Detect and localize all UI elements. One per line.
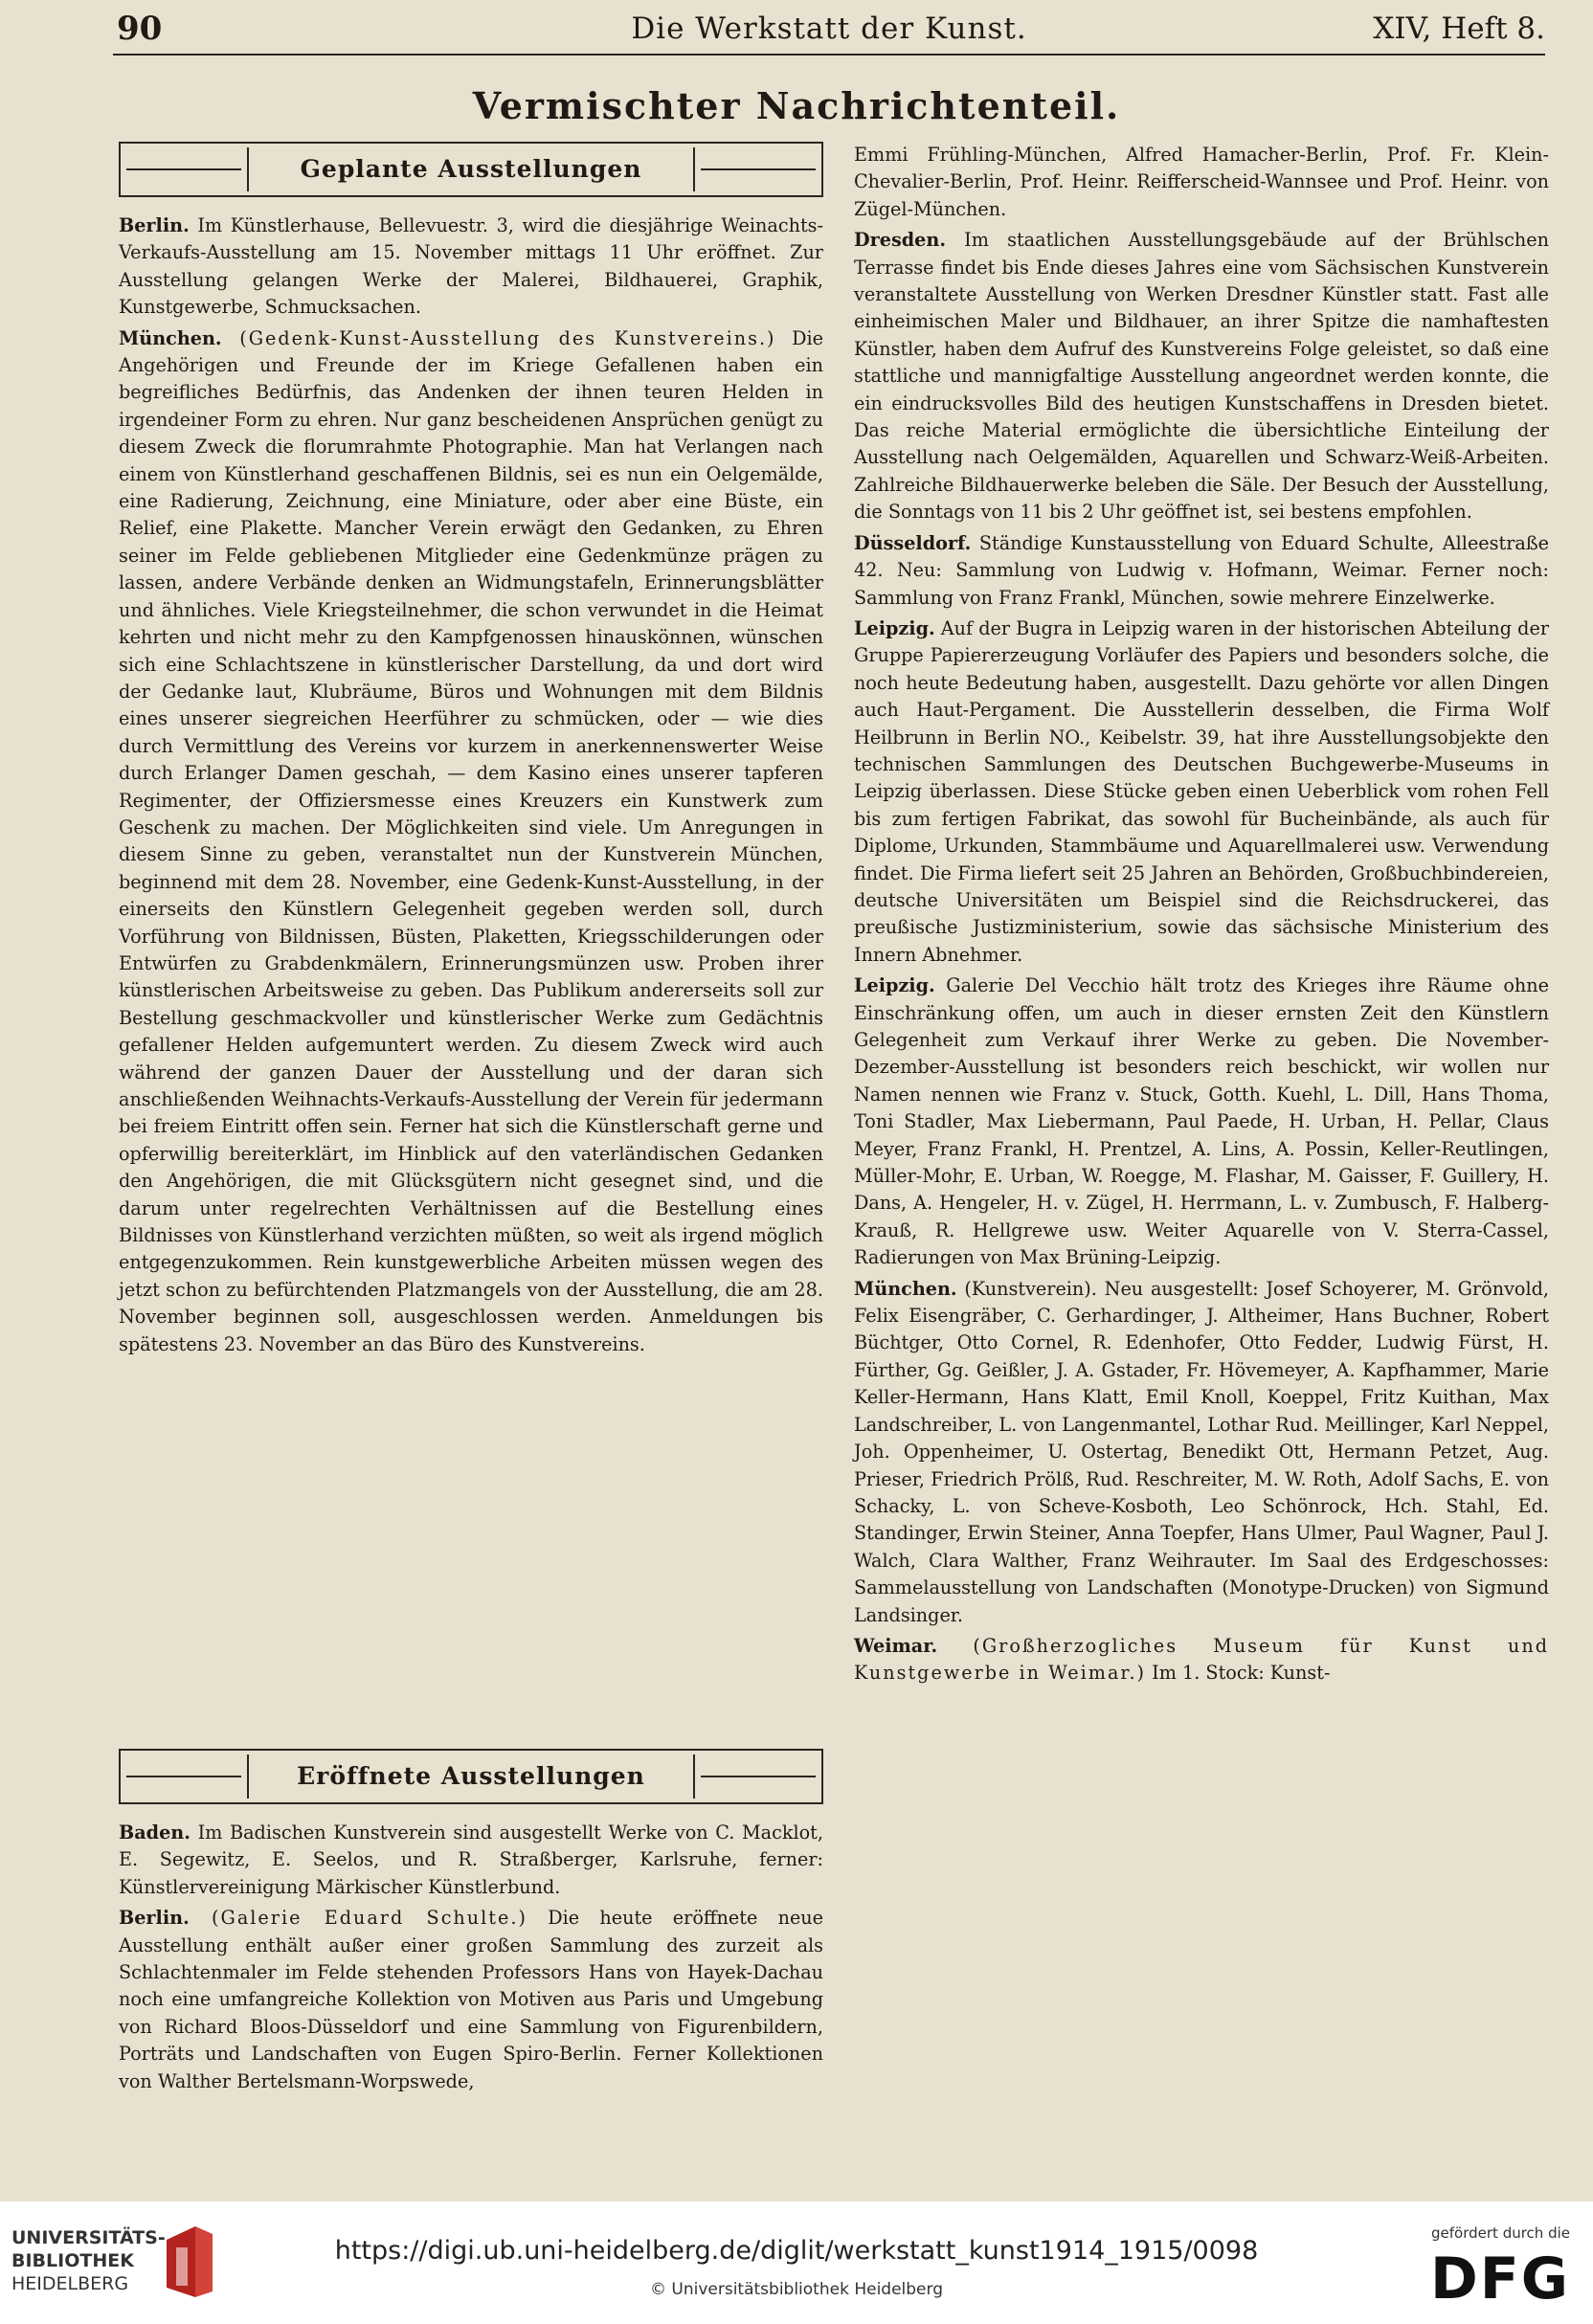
paragraph-text: Im Künstlerhause, Bellevuestr. 3, wird die diesjährige Weinachts-Verkaufs-Ausstellung am 15. November mittags 11 Uhr eröffnet. Zur Ausstellung gelangen Werke der Malerei, Bildhauerei, Graphik, Kunstgewerbe, Schmucksachen. [119,214,823,319]
city-name: Berlin. [119,1907,190,1930]
page-number: 90 [117,10,163,48]
news-paragraph [854,1276,1549,1629]
section-title: Eröffnete Ausstellungen [247,1754,695,1799]
dfg-logo: DFG [1429,2246,1570,2313]
viewer-footer [0,2201,1593,2324]
news-paragraph [854,227,1549,525]
paragraph-text: Die Angehörigen und Freunde der im Kriege Gefallenen haben ein begreifliches Bedürfnis, das Andenken der ihnen teuren Helden in irgendeiner Form zu ehren. Nur ganz bescheidenen Ansprüchen genügt zu diesem Zweck die florumrahmte Photographie. Man hat Verlangen nach einem von Künstlerhand geschaffenen Bildnis, sei es nun ein Oelgemälde, eine Radierung, Zeichnung, eine Miniature, oder aber eine Büste, ein Relief, eine Plakette. Mancher Verein erwägt den Gedanken, zu Ehren seiner im Felde gebliebenen Mitglieder eine Gedenkmünze prägen zu lassen, andere Verbände denken an Widmungstafeln, Erinnerungsblätter und ähnliches. Viele Kriegsteilnehmer, die schon verwundet in die Heimat kehrten und nicht mehr zu den Kampfgenossen hinauskönnen, wünschen sich eine Schlachtszene in künstlerischer Darstellung, da und dort wird der Gedanke laut, Klubräume, Büros und Wohnungen mit dem Bildnis eines unserer siegreichen Heerführer zu schmücken, oder — wie dies durch Vermittlung des Vereins vor kurzem in anerkennenswerter Weise durch Erlanger Damen geschah, — dem Kasino eines unserer tapferen Regimenter, der Offiziersmesse eines Kreuzers ein Kunstwerk zum Geschenk zu machen. Der Möglichkeiten sind viele. Um Anregungen in diesem Sinne zu geben, veranstaltet nun der Kunstverein München, beginnend mit dem 28. November, eine Gedenk-Kunst-Ausstellung, in der einerseits den Künstlern Gelegenheit gegeben werden soll, durch Vorführung von Bildnissen, Büsten, Plaketten, Kriegsschilderungen oder Entwürfen zu Grabdenkmälern, Erinnerungsmünzen usw. Proben ihrer künstlerischen Arbeitsweise zu geben. Das Publikum andererseits soll zur Bestellung geschmackvoller und künstlerischer Werke zum Gedächtnis gefallener Helden aufgemuntert werden. Zu diesem Zweck wird auch während der ganzen Dauer der Ausstellung und der daran sich anschließenden Weihnachts-Verkaufs-Ausstellung der Verein für jedermann bei freiem Eintritt offen sein. Ferner hat sich die Künstlerschaft gerne und opferwillig bereiterklärt, im Hinblick auf den vaterländischen Gedanken den Angehörigen, die mit Glücksgütern nicht gesegnet sind, und die darum unter regelrechten Verhältnissen auf die Bestellung eines Bildnisses von Künstlerhand verzichten müßten, so weit als irgend möglich entgegenzukommen. Rein kunstgewerbliche Arbeiten müssen wegen des jetzt schon zu befürchtenden Platzmangels von der Ausstellung, die am 28. November beginnen soll, ausgeschlossen werden. Anmeldungen bis spätestens 23. November an das Büro des Kunstvereins. [119,326,823,1355]
paragraph-text: Die heute eröffnete neue Ausstellung enthält außer einer großen Sammlung des zurzeit als Schlachtenmaler im Felde stehenden Professors Hans von Hayek-Dachau noch eine umfangreiche Kollektion von Motiven aus Paris und Umgebung von Richard Bloos-Düsseldorf und eine Sammlung von Figurenbildern, Porträts und Landschaften von Eugen Spiro-Berlin. Ferner Kollektionen von Walther Bertelsmann-Worpswede, [119,1907,824,2092]
paragraph-text: (Kunstverein). Neu ausgestellt: Josef Schoyerer, M. Grönvold, Felix Eisengräber, C. Gerhardinger, J. Altheimer, Hans Buchner, Robert Büchtger, Otto Cornel, R. Edenhofer, Otto Fedder, Ludwig Fürst, H. Fürther, Gg. Geißler, J. A. Gstader, Fr. Hövemeyer, A. Kapfhammer, Marie Keller-Hermann, Hans Klatt, Emil Knoll, Koeppel, Fritz Kuithan, Max Landschreiber, L. von Langenmantel, Lothar Rud. Meillinger, Karl Neppel, Joh. Oppenheimer, U. Ostertag, Benedikt Ott, Hermann Petzet, Aug. Prieser, Friedrich Prölß, Rud. Reschreiter, M. W. Roth, Adolf Sachs, E. von Schacky, L. von Scheve-Kosboth, Leo Schönrock, Hch. Stahl, Ed. Standinger, Erwin Steiner, Anna Toepfer, Hans Ulmer, Paul Wagner, Paul J. Walch, Clara Walther, Franz Weihrauter. Im Saal des Erdgeschosses: Sammelausstellung von Landschaften (Monotype-Drucken) von Sigmund Landsinger. [854,1277,1549,1626]
city-name: Baden. [119,1821,191,1844]
news-paragraph [119,1905,823,2095]
news-paragraph [119,212,823,322]
city-name: Düsseldorf. [854,531,972,554]
column-left-top [119,142,823,1362]
section-title: Geplante Ausstellungen [247,147,695,191]
spaced-emphasis: (Galerie Eduard Schulte.) [189,1907,527,1930]
city-name: München. [119,326,222,349]
news-paragraph [854,530,1549,612]
city-name: München. [854,1277,957,1300]
paragraph-text: Im 1. Stock: Kunst- [1146,1662,1331,1685]
news-paragraph [854,1633,1549,1687]
spaced-emphasis: (Großherzogliches Museum für Kunst und Kunstgewerbe in Weimar.) [854,1634,1549,1685]
library-name: UNIVERSITÄTS- BIBLIOTHEK HEIDELBERG [11,2227,166,2294]
sponsor-label: gefördert durch die [1431,2224,1570,2242]
city-name: Dresden. [854,229,947,252]
paragraph-text: Ständige Kunstausstellung von Eduard Schulte, Alleestraße 42. Neu: Sammlung von Ludwig v. Hofmann, Weimar. Ferner noch: Sammlung von Franz Frankl, München, sowie mehrere Einzelwerke. [854,531,1549,609]
paragraph-text: Galerie Del Vecchio hält trotz des Krieges ihre Räume ohne Einschränkung offen, um auch in dieser ernsten Zeit den Künstlern Gelegenheit zum Verkauf ihrer Werke zu geben. Die November-Dezember-Ausstellung ist besonders reich beschickt, wir wollen nur Namen nennen wie Franz v. Stuck, Gotth. Kuehl, L. Dill, Hans Thoma, Toni Stadler, Max Liebermann, Paul Paede, H. Urban, H. Pellar, Claus Meyer, Franz Frankl, H. Prentzel, A. Lins, A. Possin, Keller-Reutlingen, Müller-Mohr, E. Urban, W. Roegge, M. Flashar, M. Gaisser, F. Guillery, H. Dans, A. Hengeler, H. v. Zügel, H. Herrmann, L. v. Zumbusch, F. Halberg-Krauß, R. Hellgrewe usw. Weiter Aquarelle von V. Sterra-Cassel, Radierungen von Max Brüning-Leipzig. [854,974,1549,1269]
city-name: Weimar. [854,1634,938,1657]
news-paragraph [119,325,823,1358]
paragraph-text: Emmi Frühling-München, Alfred Hamacher-Berlin, Prof. Fr. Klein-Chevalier-Berlin, Prof. Heinr. Reifferscheid-Wannsee und Prof. Heinr. von Zügel-München. [854,144,1549,220]
document-url-link[interactable]: https://digi.ub.uni-heidelberg.de/diglit/werkstatt_kunst1914_1915/0098 [334,2236,1259,2266]
spaced-emphasis: (Gedenk-Kunst-Ausstellung des Kunstvereins.) [221,326,776,349]
paragraph-text: Im Badischen Kunstverein sind ausgestellt Werke von C. Macklot, E. Segewitz, E. Seelos, und R. Straßberger, Karlsruhe, ferner: Künstlervereinigung Märkischer Künstlerbund. [119,1821,823,1898]
city-name: Leipzig. [854,974,935,997]
running-header [113,4,1545,56]
city-name: Leipzig. [854,616,935,639]
column-right [854,142,1549,1691]
news-paragraph [854,142,1549,223]
column-left-bottom [119,1749,823,2099]
journal-title: Die Werkstatt der Kunst. [631,11,1027,46]
news-paragraph [854,972,1549,1271]
volume-issue: XIV, Heft 8. [1373,11,1545,46]
main-title: Vermischter Nachrichtenteil. [472,84,1121,127]
paragraph-text: Auf der Bugra in Leipzig waren in der historischen Abteilung der Gruppe Papiererzeugung Vorläufer des Papiers und besonders solche, die noch heute Bedeutung haben, ausgestellt. Dazu gehörte vor allen Dingen auch Haut-Pergament. Die Ausstellerin desselben, die Firma Wolf Heilbrunn in Berlin NO., Keibelstr. 39, hat ihre Ausstellungsobjekte den technischen Sammlungen des Deutschen Buchgewerbe-Museums in Leipzig überlassen. Diese Stücke geben einen Ueberblick vom rohen Fell bis zum fertigen Fabrikat, das sowohl für Bucheinbände, als auch für Diplome, Urkunden, Stammbäume und Aquarellmalerei usw. Verwendung findet. Die Firma liefert seit 25 Jahren an Behörden, Großbuchbindereien, deutsche Universitäten um Beispiel sind die Reichsdruckerei, das preußische Justizministerium, sowie das sächsische Ministerium des Innern Abnehmer. [854,616,1549,966]
paragraph-text: Im staatlichen Ausstellungsgebäude auf der Brühlschen Terrasse findet bis Ende dieses Jahres eine vom Sächsischen Kunstverein veranstaltete Ausstellung von Werken Dresdner Künstler statt. Fast alle einheimischen Maler und Bildhauer, an ihrer Spitze die namhaftesten Künstler, haben dem Aufruf des Kunstvereins Folge geleistet, so daß eine stattliche und mannigfaltige Ausstellung angeordnet werden konnte, die ein eindrucksvolles Bild des heutigen Kunstschaffens in Dresden bietet. Das reiche Material ermöglichte die übersichtliche Einteilung der Ausstellung nach Oelgemälden, Aquarellen und Schwarz-Weiß-Arbeiten. Zahlreiche Bildhauerwerke beleben die Säle. Der Besuch der Ausstellung, die Sonntags von 11 bis 2 Uhr geöffnet ist, sei bestens empfohlen. [854,229,1549,524]
section-header-opened [119,1749,823,1804]
section-header-planned [119,142,823,197]
news-paragraph [119,1820,823,1901]
city-name: Berlin. [119,214,190,236]
news-paragraph [854,615,1549,969]
copyright-text: © Universitätsbibliothek Heidelberg [649,2280,943,2299]
